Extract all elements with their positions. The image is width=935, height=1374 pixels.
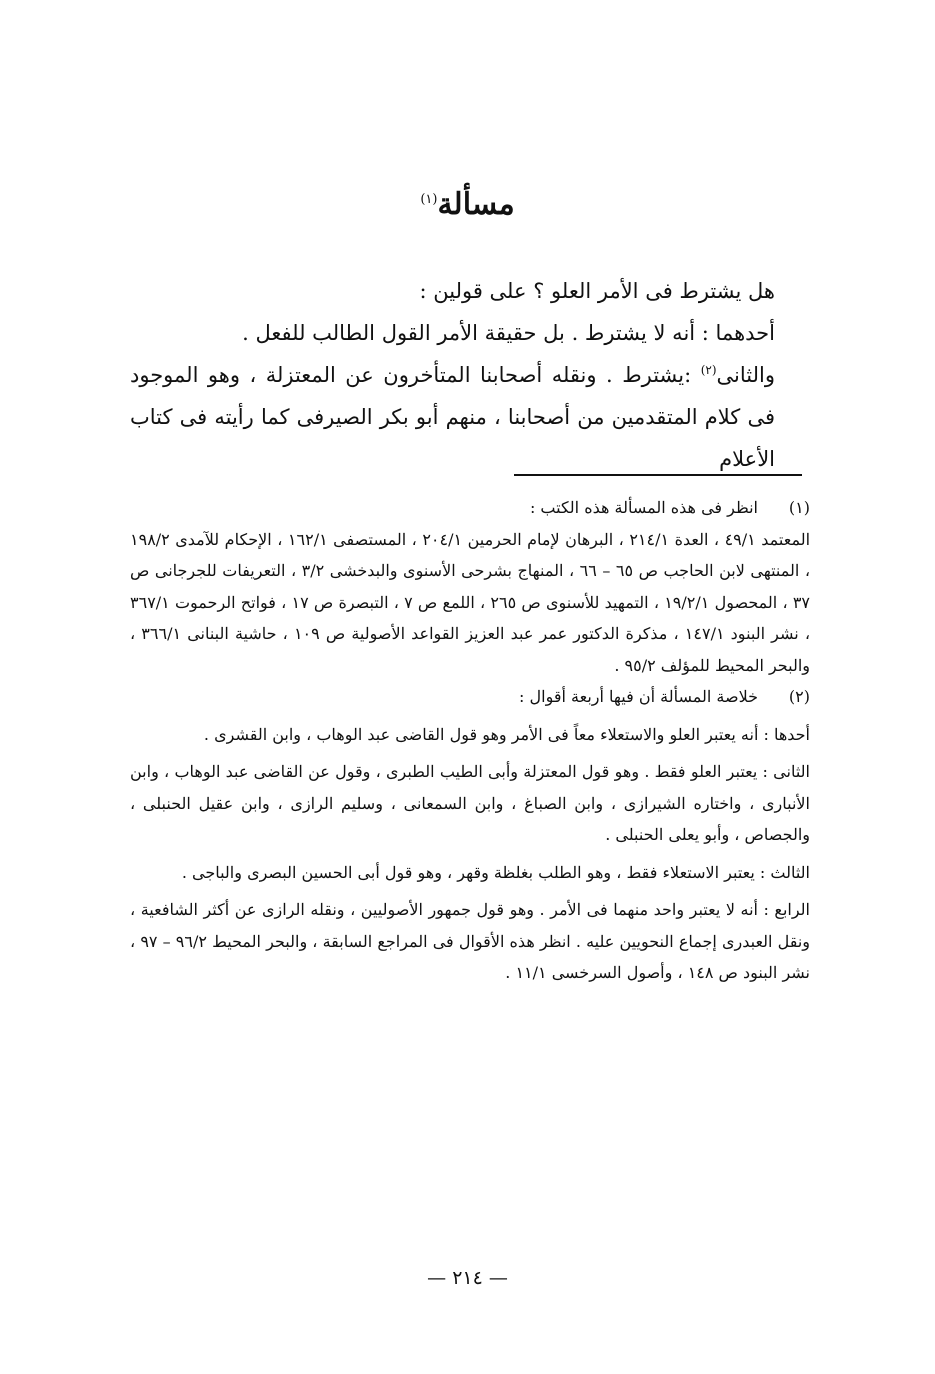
footnote-1-reference-list: المعتمد ٤٩/١ ، العدة ٢١٤/١ ، البرهان لإمام الحرمين ٢٠٤/١ ، المستصفى ١٦٢/١ ، الإحكام للآمدى ١٩٨/٢ ، المنتهى لابن الحاجب ص ٦٥ – ٦٦ ، المنهاج بشرحى الأسنوى والبدخشى ٣/٢ ، التعريفات للجرجانى ص ٣٧ ، المحصول ١٩/٢/١ ، التمهيد للأسنوى ص ٢٦٥ ، اللمع ص ٧ ، التبصرة ص ١٧ ، فواتح الرحموت ٣٦٧/١ ، نشر البنود ١٤٧/١ ، مذكرة الدكتور عمر عبد العزيز القواعد الأصولية ص ١٠٩ ، حاشية البنانى ٣٦٦/١ ، والبحر المحيط للمؤلف ٩٥/٢ . (130, 529, 811, 675)
footnote-1 (130, 492, 810, 524)
page-number: — ٢١٤ — (427, 1267, 508, 1289)
main-text (130, 270, 775, 480)
main-text-line-1: هل يشترط فى الأمر العلو ؟ على قولين : (419, 279, 775, 303)
main-text-line-3 (130, 354, 775, 480)
footnote-2-number: (٢) (788, 687, 810, 706)
main-text-line-3-rest: :يشترط . ونقله أصحابنا المتأخرون عن المعتزلة ، وهو الموجود فى كلام المتقدمين من أصحابنا ، منهم أبو بكر الصيرفى كما رأيته فى كتاب الأعلام (130, 363, 775, 471)
footnote-1-number: (١) (788, 498, 810, 517)
main-text-line-2: أحدهما : أنه لا يشترط . بل حقيقة الأمر القول الطالب للفعل . (242, 321, 775, 345)
footnote-1-heading: انظر فى هذه المسألة هذه الكتب : (529, 498, 758, 517)
title-footnote-marker: (١) (420, 192, 438, 207)
footnote-2 (130, 681, 810, 713)
footnote-2-body (130, 719, 810, 989)
footnotes (130, 492, 810, 989)
section-title-text: مسألة (437, 187, 515, 222)
footnote-2-opinion-3: الثالث : يعتبر الاستعلاء فقط ، وهو الطلب بغلظة وقهر ، وهو قول أبى الحسين البصرى والباجى . (181, 862, 810, 882)
footnote-2-opinion-2: الثانى : يعتبر العلو فقط . وهو قول المعتزلة وأبى الطيب الطبرى ، وقول عن القاضى عبد الوهاب ، وابن الأنبارى ، واختاره الشيرازى ، وابن الصباغ ، وابن السمعانى ، وسليم الرازى ، وابن عقيل الحنبلى ، والجصاص ، وأبو يعلى الحنبلى . (130, 762, 810, 844)
section-title (0, 180, 935, 225)
footnote-2-heading: خلاصة المسألة أن فيها أربعة أقوال : (519, 687, 758, 706)
footnote-separator (514, 474, 802, 476)
footnote-2-opinion-1: أحدها : أنه يعتبر العلو والاستعلاء معاً فى الأمر وهو قول القاضى عبد الوهاب ، وابن القشرى . (203, 724, 810, 744)
footnote-1-references (130, 524, 810, 682)
main-text-line-3-prefix: والثانى (716, 363, 775, 387)
body-footnote-marker: (٢) (700, 363, 717, 377)
footnote-2-opinion-4: الرابع : أنه لا يعتبر واحد منهما فى الأمر . وهو قول جمهور الأصوليين ، ونقله الرازى عن أكثر الشافعية ، ونقل العبدرى إجماع النحويين عليه . انظر هذه الأقوال فى المراجع السابقة ، والبحر المحيط ٩٦/٢ – ٩٧ ، نشر البنود ص ١٤٨ ، وأصول السرخسى ١١/١ . (130, 900, 811, 982)
